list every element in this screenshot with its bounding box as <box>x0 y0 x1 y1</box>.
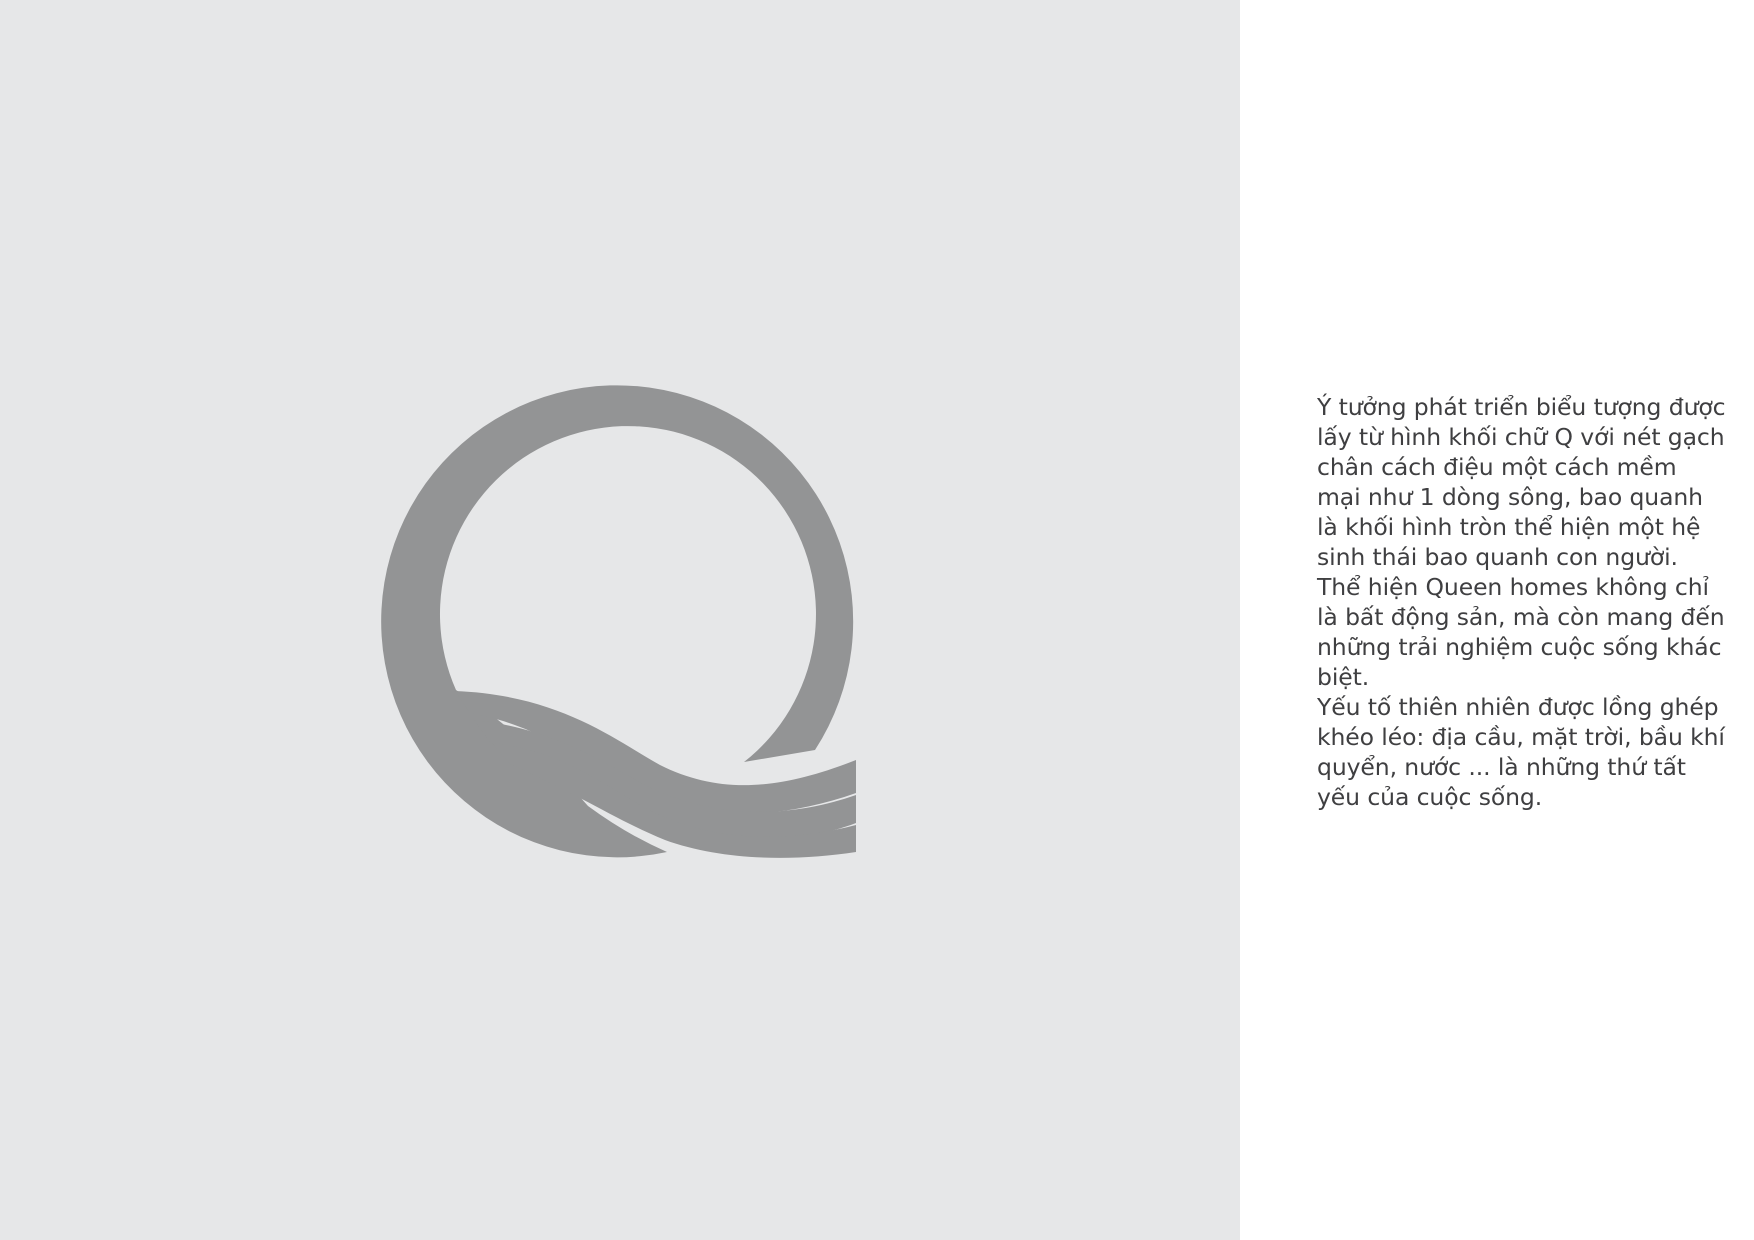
description-paragraph-1: Ý tưởng phát triển biểu tượng được lấy từ hình khối chữ Q với nét gạch chân cách điệu một cách mềm mại như 1 dòng sông, bao quanh là khối hình tròn thể hiện một hệ sinh thái bao quanh con người. Thể hiện Queen homes không chỉ là bất động sản, mà còn mang đến những trải nghiệm cuộc sống khác biệt. <box>1317 393 1726 691</box>
description-panel <box>1240 0 1754 1240</box>
description-paragraph-2: Yếu tố thiên nhiên được lồng ghép khéo léo: địa cầu, mặt trời, bầu khí quyển, nước ... là những thứ tất yếu của cuộc sống. <box>1317 693 1725 811</box>
logo-description <box>1317 392 1727 812</box>
